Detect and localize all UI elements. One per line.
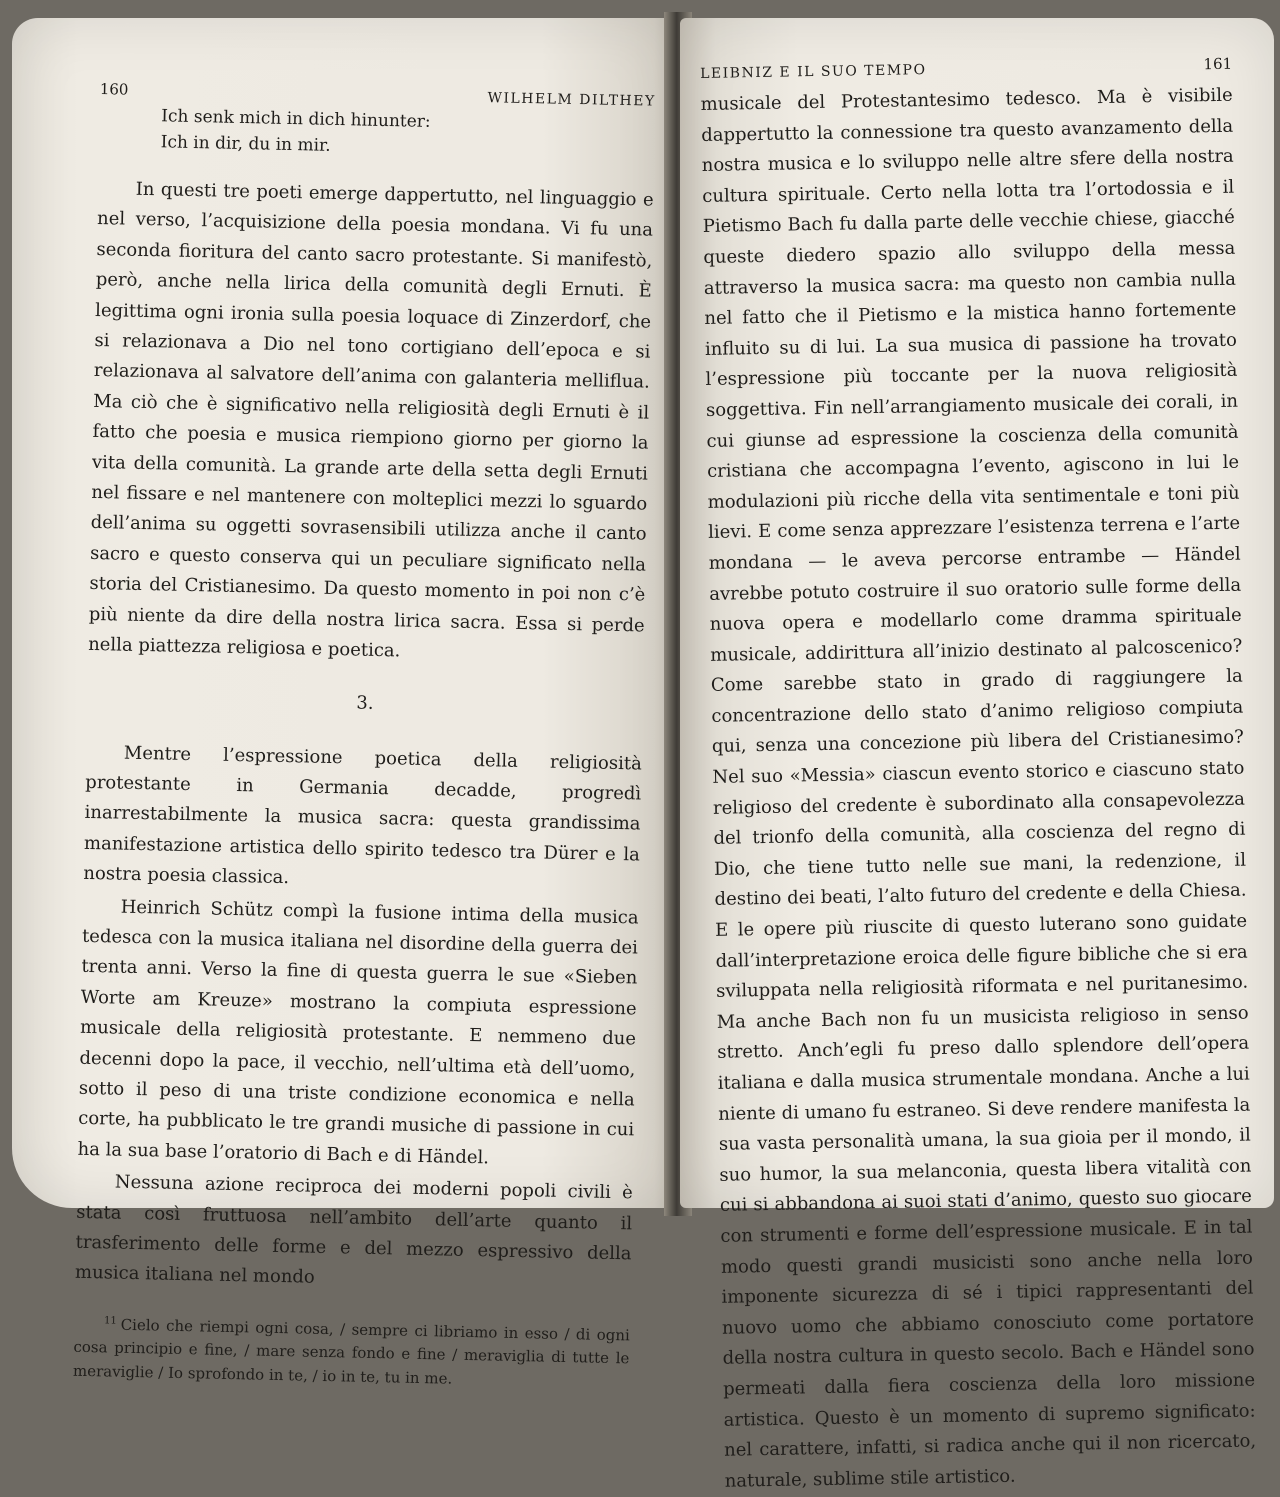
right-page — [680, 18, 1274, 1492]
section-number: 3. — [356, 692, 374, 714]
left-header-title: WILHELM DILTHEY — [487, 90, 656, 110]
footnote-text: Cielo che riempi ogni cosa, / sempre ci libriamo in esso / di ogni cosa principio e fine, / mare senza fondo e fine / meraviglia di tutte le meraviglie / Io sprofondo in te, / io in te, tu in me. — [72, 1315, 631, 1388]
left-paragraph-4: Nessuna azione reciproca dei moderni popoli civili è stata così fruttuosa nell’ambito dell’arte quanto il trasferimento delle forme e del mezzo espressivo della musica italiana nel mondo — [74, 1171, 634, 1289]
footnote-marker: 11 — [103, 1315, 117, 1327]
left-paragraph-1: In questi tre poeti emerge dappertutto, nel linguaggio e nel verso, l’acquisizione della poesia mondana. Vi fu una seconda fioritura del canto sacro protestante. Si manifestò, però, anche nella lirica della comunità degli Ernuti. È legittima ogni ironia sulla poesia loquace di Zinzerdorf, che si relazionava a Dio nel tono cortigiano dell’epoca e si relazionava al salvatore dell’anima con galanteria melliflua. Ma ciò che è significativo nella religiosità degli Ernuti è il fatto che poesia e musica riempiono giorno per giorno la vita della comunità. La grande arte della setta degli Ernuti nel fissare e nel mantenere con molteplici mezzi lo sguardo dell’anima su oggetti sovrasensibili utilizza anche il canto sacro e questo conserva qui un peculiare significato nella storia del Cristianesimo. Da questo momento in poi non c’è più niente da dire della nostra lirica sacra. Essa si perde nella piattezza religiosa e poetica. — [87, 178, 654, 662]
footnote — [73, 1309, 630, 1395]
right-page-content — [700, 55, 1257, 1497]
left-page — [12, 18, 674, 1388]
left-paragraph-3: Heinrich Schütz compì la fusione intima della musica tedesca con la musica italiana nel disordine della guerra dei trenta anni. Verso la fine di questa guerra le sue «Sieben Worte am Kreuze» mostrano la compiuta espressione musicale della religiosità protestante. E nemmeno due decenni dopo la pace, il vecchio, nell’ultima età dell’uomo, sotto il peso di una triste condizione economica e nella corte, ha pubblicato le tre grandi musiche di passione in cui ha la sua base l’oratorio di Bach e di Händel. — [77, 896, 639, 1169]
poem-quote — [160, 103, 655, 165]
left-page-number: 160 — [99, 80, 129, 99]
right-paragraph-1: musicale del Protestantesimo tedesco. Ma è visibile dappertutto la connessione tra questo avanzamento della nostra musica e lo sviluppo nelle altre sfere della nostra cultura spirituale. Certo nella lotta tra l’ortodossia e il Pietismo Bach fu dalla parte delle vecchie chiese, giacché queste diedero spazio allo sviluppo della messa attraverso la musica sacra: ma questo non cambia nulla nel fatto che il Pietismo e la mistica hanno fortemente influito su di lui. La sua musica di passione ha trovato l’espressione più toccante per la nuova religiosità soggettiva. Fin nell’arrangiamento musicale dei corali, in cui giunse ad espressione la coscienza della comunità cristiana che accompagna l’evento, agiscono in lui le modulazioni più ricche della vita sentimentale e toni più lievi. E come senza apprezzare l’esistenza terrena e l’arte mondana — le aveva percorse entrambe — Händel avrebbe potuto costruire il suo oratorio sulle forme della nuova opera e modellarlo come dramma spirituale musicale, addirittura all’inizio destinato al palcoscenico? Come sarebbe stato in grado di raggiungere la concentrazione dello stato d’animo religioso compiuta qui, senza una concezione più libera del Cristianesimo? Nel suo «Messia» ciascun evento storico e ciascuno stato religioso del credente è subordinato alla consapevolezza del trionfo della comunità, alla coscienza del regno di Dio, che tiene tutto nelle sue mani, la redenzione, il destino dei beati, l’alto futuro del credente e della Chiesa. E le opere più riuscite di questo luterano sono guidate dall’interpretazione eroica delle figure bibliche che si era sviluppata nella religiosità riformata e nel puritanesimo. Ma anche Bach non fu un musicista religioso in senso stretto. Anch’egli fu preso dallo splendore dell’opera italiana e dalla musica strumentale mondana. Anche a lui niente di umano fu estraneo. Si deve rendere manifesta la sua vasta personalità umana, la sua gioia per il mondo, il suo humor, la sua melanconia, questa libera vitalità con cui si abbandona ai suoi stati d’animo, questo suo giocare con strumenti e forme dell’espressione musicale. E in tal modo questi grandi musicisti sono anche nella loro imponente sicurezza di sé i tipici rappresentanti del nuovo uomo che abbiamo conosciuto come portatore della nostra cultura in questo secolo. Bach e Händel sono permeati dalla fiera coscienza della loro missione artistica. Questo è un momento di supremo significato: nel carattere, infatti, si radica anche qui il non ricercato, naturale, sublime stile artistico. — [700, 84, 1257, 1492]
left-paragraph-2: Mentre l’espressione poetica della religiosità protestante in Germania decadde, progredì inarrestabilmente la musica sacra: questa grandissima manifestazione artistica dello spirito tedesco tra Dürer e la nostra poesia classica. — [83, 742, 643, 889]
poem-line: Ich in dir, du in mir. — [160, 132, 331, 156]
right-header-title: LEIBNIZ E IL SUO TEMPO — [700, 62, 927, 82]
right-page-number: 161 — [1203, 54, 1233, 74]
right-running-head — [700, 55, 1232, 82]
poem-line: Ich senk mich in dich hinunter: — [161, 106, 431, 132]
left-page-content — [73, 80, 656, 1395]
